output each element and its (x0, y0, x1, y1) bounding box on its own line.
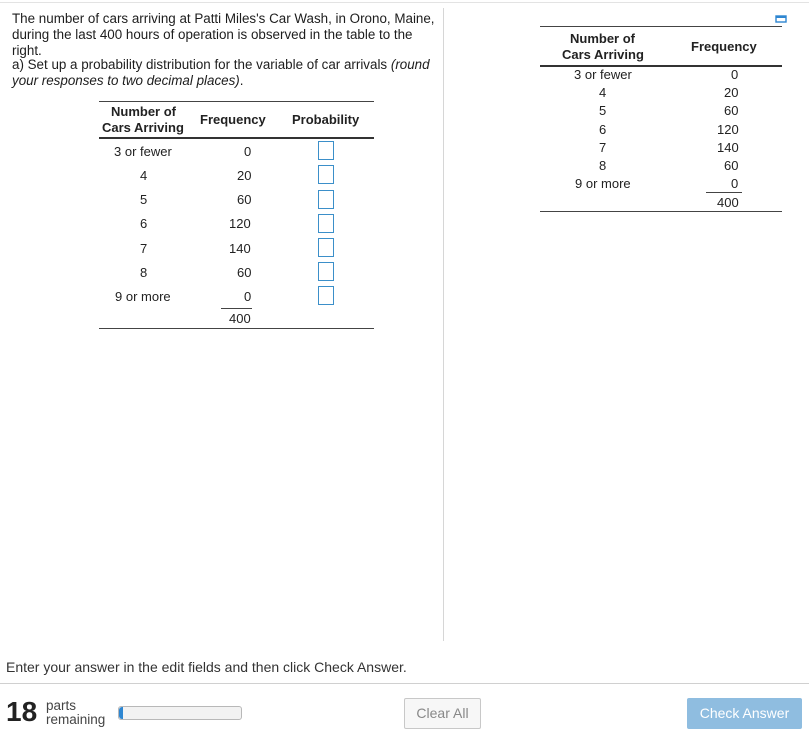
header-frequency: Frequency (691, 39, 757, 54)
header-cars-line1: Number of (111, 104, 176, 119)
total-rule (221, 308, 252, 309)
table-row-cars: 8 (599, 158, 607, 173)
table-row-cars: 5 (140, 192, 148, 207)
table-row-frequency: 60 (237, 265, 252, 280)
table-row-cars: 9 or more (115, 289, 171, 304)
header-frequency: Frequency (200, 112, 266, 127)
progress-bar (118, 706, 242, 720)
probability-input-row-1[interactable] (318, 141, 334, 160)
table-row-cars: 3 or fewer (114, 144, 172, 159)
header-cars-line1: Number of (570, 31, 635, 46)
table-row-frequency: 140 (229, 241, 251, 256)
table-row-frequency: 20 (237, 168, 252, 183)
parts-label: parts (46, 698, 77, 713)
table-row-cars: 6 (140, 216, 148, 231)
table-row-cars: 7 (599, 140, 607, 155)
probability-input-row-6[interactable] (318, 262, 334, 281)
probability-input-row-5[interactable] (318, 238, 334, 257)
check-answer-button[interactable]: Check Answer (687, 698, 802, 729)
total-rule (706, 192, 742, 193)
intro-line-1: The number of cars arriving at Patti Miles's Car Wash, in Orono, Maine, (12, 11, 435, 26)
table-row-frequency: 20 (724, 85, 739, 100)
table-row-cars: 9 or more (575, 176, 631, 191)
clear-all-button[interactable]: Clear All (404, 698, 481, 729)
table-bottom-rule (99, 328, 374, 329)
top-border (0, 2, 809, 3)
table-row-frequency: 140 (717, 140, 739, 155)
panel-divider (443, 8, 444, 641)
question-italic-2: your responses to two decimal places) (12, 73, 240, 88)
table-row-frequency: 0 (244, 289, 252, 304)
probability-input-row-4[interactable] (318, 214, 334, 233)
table-row-frequency: 120 (717, 122, 739, 137)
table-row-cars: 4 (599, 85, 607, 100)
table-row-frequency: 60 (724, 158, 739, 173)
table-top-rule (540, 26, 782, 27)
question-prefix: a) Set up a probability distribution for the variable of car arrivals (12, 57, 388, 72)
probability-input-row-7[interactable] (318, 286, 334, 305)
header-rule (99, 137, 374, 139)
remaining-label: remaining (46, 712, 106, 727)
problem-statement (12, 11, 437, 59)
table-top-rule (99, 101, 374, 102)
table-row-frequency: 0 (731, 67, 739, 82)
table-row-cars: 8 (140, 265, 148, 280)
question-italic-1: (round (390, 57, 430, 72)
probability-input-row-3[interactable] (318, 190, 334, 209)
table-row-cars: 3 or fewer (574, 67, 632, 82)
parts-remaining-count: 18 (6, 696, 38, 727)
total-frequency: 400 (717, 195, 739, 210)
probability-input-row-2[interactable] (318, 165, 334, 184)
table-row-cars: 4 (140, 168, 148, 183)
table-row-frequency: 60 (237, 192, 252, 207)
table-row-cars: 6 (599, 122, 607, 137)
instruction-text: Enter your answer in the edit fields and then click Check Answer. (6, 659, 407, 675)
footer-divider (0, 683, 809, 684)
table-bottom-rule (540, 211, 782, 212)
header-probability: Probability (292, 112, 360, 127)
table-row-frequency: 0 (731, 176, 739, 191)
table-row-cars: 5 (599, 103, 607, 118)
table-row-frequency: 0 (244, 144, 252, 159)
expand-window-icon[interactable] (775, 14, 787, 24)
question-a (12, 57, 437, 89)
question-suffix: . (239, 73, 244, 88)
progress-bar-fill (119, 707, 123, 719)
table-row-frequency: 120 (229, 216, 251, 231)
table-row-cars: 7 (140, 241, 148, 256)
table-row-frequency: 60 (724, 103, 739, 118)
header-cars-line2: Cars Arriving (102, 120, 184, 135)
header-cars-line2: Cars Arriving (562, 47, 644, 62)
total-frequency: 400 (229, 311, 251, 326)
intro-line-2: during the last 400 hours of operation is observed in the table to the right. (12, 27, 413, 58)
